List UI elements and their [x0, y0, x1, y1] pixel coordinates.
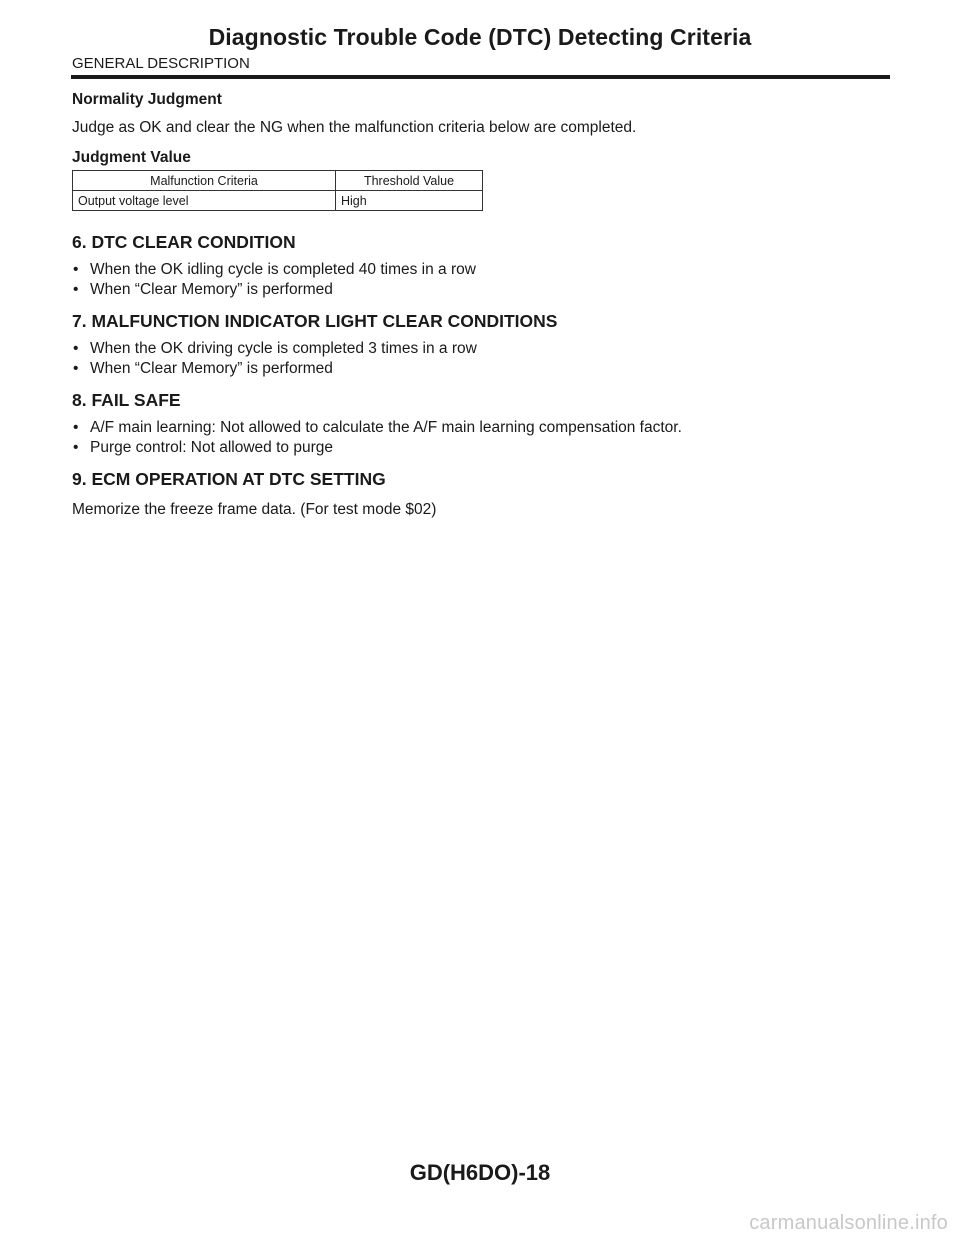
watermark: carmanualsonline.info [749, 1212, 948, 1234]
bullet-dot: • [73, 340, 79, 357]
list-item [72, 438, 892, 458]
table-header-cell: Threshold Value [336, 171, 483, 191]
list-item [72, 280, 892, 300]
table-header-cell: Malfunction Criteria [73, 171, 336, 191]
bullet-list [72, 418, 892, 458]
bullet-dot: • [73, 439, 79, 456]
bullet-dot: • [73, 360, 79, 377]
bullet-list [72, 339, 892, 379]
list-item-text: When “Clear Memory” is performed [90, 281, 333, 298]
section-heading: 8. FAIL SAFE [72, 390, 181, 410]
ecm-operation-text: Memorize the freeze frame data. (For test mode $02) [72, 501, 437, 518]
section-label: GENERAL DESCRIPTION [72, 55, 250, 72]
list-item-text: When the OK idling cycle is completed 40 times in a row [90, 261, 476, 278]
list-item-text: When “Clear Memory” is performed [90, 360, 333, 377]
list-item [72, 418, 892, 438]
table-cell: High [336, 191, 483, 211]
table-cell: Output voltage level [73, 191, 336, 211]
bullet-dot: • [73, 419, 79, 436]
normality-text: Judge as OK and clear the NG when the malfunction criteria below are completed. [72, 119, 637, 136]
header-rule [71, 75, 890, 79]
section-heading: 7. MALFUNCTION INDICATOR LIGHT CLEAR CONDITIONS [72, 311, 558, 331]
list-item-text: A/F main learning: Not allowed to calculate the A/F main learning compensation factor. [90, 419, 682, 436]
bullet-dot: • [73, 281, 79, 298]
table-header-row [73, 171, 483, 191]
content [72, 90, 892, 520]
list-item [72, 359, 892, 379]
normality-heading: Normality Judgment [72, 91, 222, 108]
list-item [72, 339, 892, 359]
bullet-dot: • [73, 261, 79, 278]
judgment-heading: Judgment Value [72, 149, 191, 166]
section-heading: 6. DTC CLEAR CONDITION [72, 232, 296, 252]
table-row [73, 191, 483, 211]
page-title: Diagnostic Trouble Code (DTC) Detecting Criteria [208, 24, 752, 50]
section-heading: 9. ECM OPERATION AT DTC SETTING [72, 469, 386, 489]
page-number: GD(H6DO)-18 [409, 1160, 551, 1185]
list-item [72, 260, 892, 280]
list-item-text: Purge control: Not allowed to purge [90, 439, 333, 456]
criteria-table [72, 170, 483, 211]
list-item-text: When the OK driving cycle is completed 3 times in a row [90, 340, 477, 357]
bullet-list [72, 260, 892, 300]
